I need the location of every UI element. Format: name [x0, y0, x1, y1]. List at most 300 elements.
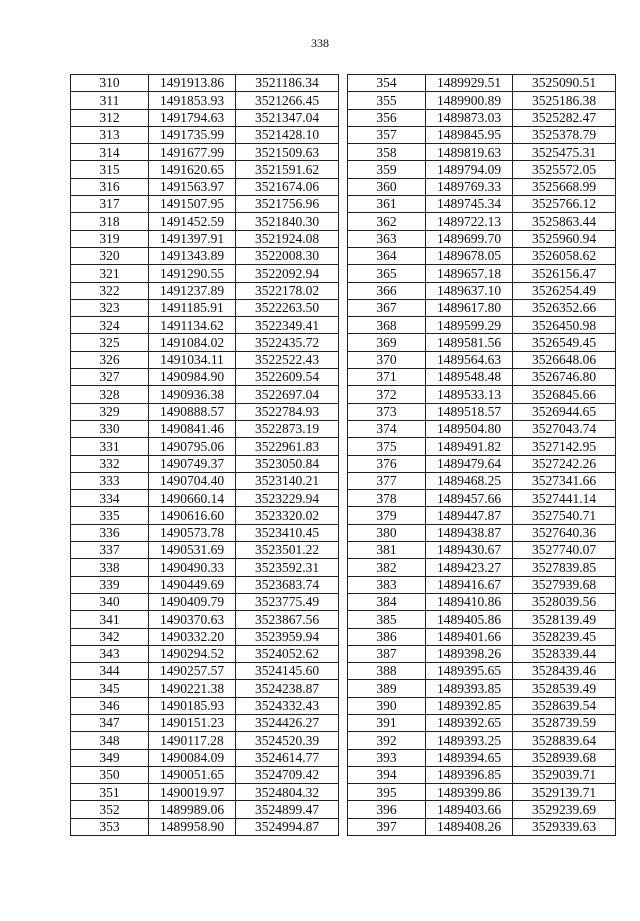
point-number-cell: 346 — [71, 697, 149, 714]
table-row — [71, 126, 339, 143]
point-number-cell: 352 — [71, 801, 149, 818]
table-row — [71, 559, 339, 576]
x-coordinate-cell: 1491397.91 — [149, 230, 236, 247]
point-number-cell: 358 — [348, 144, 426, 161]
y-coordinate-cell: 3527839.85 — [513, 559, 616, 576]
y-coordinate-cell: 3522092.94 — [236, 265, 339, 282]
table-row — [71, 196, 339, 213]
y-coordinate-cell: 3521591.62 — [236, 161, 339, 178]
y-coordinate-cell: 3528239.45 — [513, 628, 616, 645]
x-coordinate-cell: 1489637.10 — [426, 282, 513, 299]
x-coordinate-cell: 1490084.09 — [149, 749, 236, 766]
y-coordinate-cell: 3524332.43 — [236, 697, 339, 714]
x-coordinate-cell: 1489873.03 — [426, 109, 513, 126]
y-coordinate-cell: 3521428.10 — [236, 126, 339, 143]
x-coordinate-cell: 1489408.26 — [426, 818, 513, 835]
y-coordinate-cell: 3525863.44 — [513, 213, 616, 230]
point-number-cell: 333 — [71, 472, 149, 489]
table-row — [71, 697, 339, 714]
x-coordinate-cell: 1490117.28 — [149, 732, 236, 749]
point-number-cell: 357 — [348, 126, 426, 143]
y-coordinate-cell: 3524804.32 — [236, 784, 339, 801]
point-number-cell: 354 — [348, 75, 426, 92]
point-number-cell: 312 — [71, 109, 149, 126]
x-coordinate-cell: 1489564.63 — [426, 351, 513, 368]
table-row — [348, 403, 616, 420]
x-coordinate-cell: 1491620.65 — [149, 161, 236, 178]
x-coordinate-cell: 1489599.29 — [426, 317, 513, 334]
y-coordinate-cell: 3524709.42 — [236, 766, 339, 783]
point-number-cell: 316 — [71, 178, 149, 195]
point-number-cell: 324 — [71, 317, 149, 334]
table-row — [71, 524, 339, 541]
point-number-cell: 396 — [348, 801, 426, 818]
x-coordinate-cell: 1489403.66 — [426, 801, 513, 818]
y-coordinate-cell: 3527640.36 — [513, 524, 616, 541]
point-number-cell: 311 — [71, 92, 149, 109]
y-coordinate-cell: 3521756.96 — [236, 196, 339, 213]
y-coordinate-cell: 3528439.46 — [513, 663, 616, 680]
table-row — [348, 749, 616, 766]
point-number-cell: 318 — [71, 213, 149, 230]
y-coordinate-cell: 3521266.45 — [236, 92, 339, 109]
x-coordinate-cell: 1490573.78 — [149, 524, 236, 541]
y-coordinate-cell: 3522961.83 — [236, 438, 339, 455]
x-coordinate-cell: 1489548.48 — [426, 369, 513, 386]
x-coordinate-cell: 1489405.86 — [426, 611, 513, 628]
point-number-cell: 373 — [348, 403, 426, 420]
y-coordinate-cell: 3525090.51 — [513, 75, 616, 92]
y-coordinate-cell: 3522435.72 — [236, 334, 339, 351]
y-coordinate-cell: 3523140.21 — [236, 472, 339, 489]
y-coordinate-cell: 3527341.66 — [513, 472, 616, 489]
table-row — [71, 611, 339, 628]
y-coordinate-cell: 3527939.68 — [513, 576, 616, 593]
table-row — [348, 542, 616, 559]
table-row — [71, 680, 339, 697]
table-row — [71, 161, 339, 178]
x-coordinate-cell: 1491084.02 — [149, 334, 236, 351]
table-row — [348, 507, 616, 524]
y-coordinate-cell: 3528939.68 — [513, 749, 616, 766]
table-row — [348, 126, 616, 143]
y-coordinate-cell: 3522178.02 — [236, 282, 339, 299]
x-coordinate-cell: 1489900.89 — [426, 92, 513, 109]
table-row — [71, 282, 339, 299]
x-coordinate-cell: 1489769.33 — [426, 178, 513, 195]
x-coordinate-cell: 1489395.65 — [426, 663, 513, 680]
y-coordinate-cell: 3524145.60 — [236, 663, 339, 680]
x-coordinate-cell: 1490490.33 — [149, 559, 236, 576]
x-coordinate-cell: 1491134.62 — [149, 317, 236, 334]
x-coordinate-cell: 1490841.46 — [149, 420, 236, 437]
table-row — [71, 317, 339, 334]
x-coordinate-cell: 1489393.25 — [426, 732, 513, 749]
table-row — [71, 230, 339, 247]
x-coordinate-cell: 1489504.80 — [426, 420, 513, 437]
table-row — [71, 299, 339, 316]
y-coordinate-cell: 3526845.66 — [513, 386, 616, 403]
point-number-cell: 364 — [348, 247, 426, 264]
y-coordinate-cell: 3526944.65 — [513, 403, 616, 420]
x-coordinate-cell: 1489457.66 — [426, 490, 513, 507]
table-row — [348, 369, 616, 386]
y-coordinate-cell: 3523959.94 — [236, 628, 339, 645]
x-coordinate-cell: 1489479.64 — [426, 455, 513, 472]
x-coordinate-cell: 1489401.66 — [426, 628, 513, 645]
table-row — [348, 732, 616, 749]
x-coordinate-cell: 1489617.80 — [426, 299, 513, 316]
table-row — [348, 265, 616, 282]
x-coordinate-cell: 1491794.63 — [149, 109, 236, 126]
y-coordinate-cell: 3529339.63 — [513, 818, 616, 835]
y-coordinate-cell: 3524520.39 — [236, 732, 339, 749]
point-number-cell: 362 — [348, 213, 426, 230]
table-row — [348, 784, 616, 801]
x-coordinate-cell: 1489438.87 — [426, 524, 513, 541]
table-row — [348, 213, 616, 230]
table-row — [348, 680, 616, 697]
point-number-cell: 392 — [348, 732, 426, 749]
point-number-cell: 382 — [348, 559, 426, 576]
y-coordinate-cell: 3527043.74 — [513, 420, 616, 437]
table-body — [348, 75, 616, 836]
y-coordinate-cell: 3524238.87 — [236, 680, 339, 697]
x-coordinate-cell: 1489581.56 — [426, 334, 513, 351]
y-coordinate-cell: 3521347.04 — [236, 109, 339, 126]
point-number-cell: 321 — [71, 265, 149, 282]
y-coordinate-cell: 3527740.07 — [513, 542, 616, 559]
coordinate-table-right — [347, 74, 616, 836]
x-coordinate-cell: 1489657.18 — [426, 265, 513, 282]
table-body — [71, 75, 339, 836]
point-number-cell: 328 — [71, 386, 149, 403]
x-coordinate-cell: 1489518.57 — [426, 403, 513, 420]
table-row — [348, 109, 616, 126]
x-coordinate-cell: 1490449.69 — [149, 576, 236, 593]
table-row — [71, 663, 339, 680]
y-coordinate-cell: 3527142.95 — [513, 438, 616, 455]
y-coordinate-cell: 3528639.54 — [513, 697, 616, 714]
y-coordinate-cell: 3528739.59 — [513, 714, 616, 731]
table-row — [71, 334, 339, 351]
point-number-cell: 376 — [348, 455, 426, 472]
table-row — [348, 178, 616, 195]
table-row — [71, 732, 339, 749]
x-coordinate-cell: 1489430.67 — [426, 542, 513, 559]
x-coordinate-cell: 1490019.97 — [149, 784, 236, 801]
x-coordinate-cell: 1491237.89 — [149, 282, 236, 299]
point-number-cell: 338 — [71, 559, 149, 576]
point-number-cell: 332 — [71, 455, 149, 472]
point-number-cell: 395 — [348, 784, 426, 801]
coordinate-table-left — [70, 74, 339, 836]
y-coordinate-cell: 3522263.50 — [236, 299, 339, 316]
point-number-cell: 374 — [348, 420, 426, 437]
y-coordinate-cell: 3521674.06 — [236, 178, 339, 195]
point-number-cell: 371 — [348, 369, 426, 386]
table-row — [71, 247, 339, 264]
y-coordinate-cell: 3526648.06 — [513, 351, 616, 368]
table-row — [71, 92, 339, 109]
point-number-cell: 322 — [71, 282, 149, 299]
table-row — [348, 818, 616, 835]
x-coordinate-cell: 1491452.59 — [149, 213, 236, 230]
point-number-cell: 320 — [71, 247, 149, 264]
x-coordinate-cell: 1489678.05 — [426, 247, 513, 264]
table-row — [71, 403, 339, 420]
point-number-cell: 349 — [71, 749, 149, 766]
x-coordinate-cell: 1491507.95 — [149, 196, 236, 213]
y-coordinate-cell: 3525766.12 — [513, 196, 616, 213]
y-coordinate-cell: 3528139.49 — [513, 611, 616, 628]
y-coordinate-cell: 3529239.69 — [513, 801, 616, 818]
table-row — [348, 576, 616, 593]
table-row — [71, 766, 339, 783]
x-coordinate-cell: 1489423.27 — [426, 559, 513, 576]
table-row — [71, 144, 339, 161]
table-row — [348, 766, 616, 783]
table-row — [71, 351, 339, 368]
point-number-cell: 390 — [348, 697, 426, 714]
x-coordinate-cell: 1490221.38 — [149, 680, 236, 697]
table-row — [348, 317, 616, 334]
y-coordinate-cell: 3522784.93 — [236, 403, 339, 420]
point-number-cell: 381 — [348, 542, 426, 559]
point-number-cell: 367 — [348, 299, 426, 316]
x-coordinate-cell: 1490257.57 — [149, 663, 236, 680]
point-number-cell: 329 — [71, 403, 149, 420]
point-number-cell: 351 — [71, 784, 149, 801]
point-number-cell: 366 — [348, 282, 426, 299]
point-number-cell: 345 — [71, 680, 149, 697]
y-coordinate-cell: 3522349.41 — [236, 317, 339, 334]
y-coordinate-cell: 3521924.08 — [236, 230, 339, 247]
y-coordinate-cell: 3523683.74 — [236, 576, 339, 593]
y-coordinate-cell: 3527441.14 — [513, 490, 616, 507]
table-row — [71, 369, 339, 386]
y-coordinate-cell: 3528339.44 — [513, 645, 616, 662]
point-number-cell: 331 — [71, 438, 149, 455]
table-row — [71, 420, 339, 437]
x-coordinate-cell: 1489722.13 — [426, 213, 513, 230]
table-row — [348, 593, 616, 610]
table-row — [348, 161, 616, 178]
y-coordinate-cell: 3526156.47 — [513, 265, 616, 282]
table-row — [348, 714, 616, 731]
point-number-cell: 348 — [71, 732, 149, 749]
table-row — [348, 611, 616, 628]
table-row — [348, 472, 616, 489]
y-coordinate-cell: 3526254.49 — [513, 282, 616, 299]
x-coordinate-cell: 1490151.23 — [149, 714, 236, 731]
point-number-cell: 397 — [348, 818, 426, 835]
x-coordinate-cell: 1489468.25 — [426, 472, 513, 489]
y-coordinate-cell: 3529139.71 — [513, 784, 616, 801]
point-number-cell: 336 — [71, 524, 149, 541]
y-coordinate-cell: 3525960.94 — [513, 230, 616, 247]
point-number-cell: 394 — [348, 766, 426, 783]
table-row — [348, 75, 616, 92]
x-coordinate-cell: 1489392.65 — [426, 714, 513, 731]
y-coordinate-cell: 3526450.98 — [513, 317, 616, 334]
y-coordinate-cell: 3522008.30 — [236, 247, 339, 264]
y-coordinate-cell: 3526549.45 — [513, 334, 616, 351]
table-row — [71, 178, 339, 195]
table-row — [348, 420, 616, 437]
x-coordinate-cell: 1491563.97 — [149, 178, 236, 195]
x-coordinate-cell: 1490616.60 — [149, 507, 236, 524]
point-number-cell: 365 — [348, 265, 426, 282]
point-number-cell: 342 — [71, 628, 149, 645]
table-row — [71, 386, 339, 403]
x-coordinate-cell: 1491853.93 — [149, 92, 236, 109]
y-coordinate-cell: 3524994.87 — [236, 818, 339, 835]
y-coordinate-cell: 3523775.49 — [236, 593, 339, 610]
table-row — [71, 749, 339, 766]
table-row — [348, 628, 616, 645]
x-coordinate-cell: 1489533.13 — [426, 386, 513, 403]
y-coordinate-cell: 3527540.71 — [513, 507, 616, 524]
point-number-cell: 325 — [71, 334, 149, 351]
table-row — [348, 386, 616, 403]
y-coordinate-cell: 3528039.56 — [513, 593, 616, 610]
point-number-cell: 353 — [71, 818, 149, 835]
x-coordinate-cell: 1489394.65 — [426, 749, 513, 766]
x-coordinate-cell: 1491913.86 — [149, 75, 236, 92]
table-row — [71, 645, 339, 662]
table-row — [71, 455, 339, 472]
point-number-cell: 378 — [348, 490, 426, 507]
point-number-cell: 323 — [71, 299, 149, 316]
y-coordinate-cell: 3526746.80 — [513, 369, 616, 386]
table-row — [348, 524, 616, 541]
point-number-cell: 337 — [71, 542, 149, 559]
table-row — [348, 455, 616, 472]
y-coordinate-cell: 3523229.94 — [236, 490, 339, 507]
x-coordinate-cell: 1489491.82 — [426, 438, 513, 455]
x-coordinate-cell: 1491185.91 — [149, 299, 236, 316]
x-coordinate-cell: 1489398.26 — [426, 645, 513, 662]
x-coordinate-cell: 1490660.14 — [149, 490, 236, 507]
x-coordinate-cell: 1489819.63 — [426, 144, 513, 161]
table-row — [348, 645, 616, 662]
point-number-cell: 330 — [71, 420, 149, 437]
table-row — [71, 576, 339, 593]
y-coordinate-cell: 3521840.30 — [236, 213, 339, 230]
table-row — [71, 213, 339, 230]
x-coordinate-cell: 1489929.51 — [426, 75, 513, 92]
table-row — [348, 299, 616, 316]
point-number-cell: 385 — [348, 611, 426, 628]
x-coordinate-cell: 1489399.86 — [426, 784, 513, 801]
point-number-cell: 315 — [71, 161, 149, 178]
table-row — [348, 801, 616, 818]
y-coordinate-cell: 3523592.31 — [236, 559, 339, 576]
point-number-cell: 372 — [348, 386, 426, 403]
point-number-cell: 340 — [71, 593, 149, 610]
y-coordinate-cell: 3525572.05 — [513, 161, 616, 178]
point-number-cell: 369 — [348, 334, 426, 351]
table-row — [71, 265, 339, 282]
point-number-cell: 368 — [348, 317, 426, 334]
y-coordinate-cell: 3524052.62 — [236, 645, 339, 662]
y-coordinate-cell: 3525282.47 — [513, 109, 616, 126]
x-coordinate-cell: 1490888.57 — [149, 403, 236, 420]
y-coordinate-cell: 3526058.62 — [513, 247, 616, 264]
table-row — [348, 144, 616, 161]
y-coordinate-cell: 3524426.27 — [236, 714, 339, 731]
x-coordinate-cell: 1489396.85 — [426, 766, 513, 783]
x-coordinate-cell: 1491735.99 — [149, 126, 236, 143]
y-coordinate-cell: 3524899.47 — [236, 801, 339, 818]
point-number-cell: 335 — [71, 507, 149, 524]
table-row — [348, 697, 616, 714]
x-coordinate-cell: 1489845.95 — [426, 126, 513, 143]
y-coordinate-cell: 3522609.54 — [236, 369, 339, 386]
x-coordinate-cell: 1489989.06 — [149, 801, 236, 818]
x-coordinate-cell: 1490936.38 — [149, 386, 236, 403]
point-number-cell: 341 — [71, 611, 149, 628]
x-coordinate-cell: 1489745.34 — [426, 196, 513, 213]
table-row — [71, 472, 339, 489]
point-number-cell: 387 — [348, 645, 426, 662]
point-number-cell: 350 — [71, 766, 149, 783]
x-coordinate-cell: 1489393.85 — [426, 680, 513, 697]
point-number-cell: 355 — [348, 92, 426, 109]
x-coordinate-cell: 1489794.09 — [426, 161, 513, 178]
y-coordinate-cell: 3523050.84 — [236, 455, 339, 472]
x-coordinate-cell: 1490531.69 — [149, 542, 236, 559]
x-coordinate-cell: 1490984.90 — [149, 369, 236, 386]
point-number-cell: 379 — [348, 507, 426, 524]
table-row — [348, 196, 616, 213]
y-coordinate-cell: 3522522.43 — [236, 351, 339, 368]
point-number-cell: 313 — [71, 126, 149, 143]
y-coordinate-cell: 3523501.22 — [236, 542, 339, 559]
point-number-cell: 383 — [348, 576, 426, 593]
point-number-cell: 363 — [348, 230, 426, 247]
table-row — [71, 542, 339, 559]
y-coordinate-cell: 3521509.63 — [236, 144, 339, 161]
point-number-cell: 334 — [71, 490, 149, 507]
y-coordinate-cell: 3529039.71 — [513, 766, 616, 783]
table-row — [71, 593, 339, 610]
y-coordinate-cell: 3522873.19 — [236, 420, 339, 437]
point-number-cell: 388 — [348, 663, 426, 680]
table-row — [71, 714, 339, 731]
point-number-cell: 326 — [71, 351, 149, 368]
x-coordinate-cell: 1490332.20 — [149, 628, 236, 645]
y-coordinate-cell: 3525378.79 — [513, 126, 616, 143]
point-number-cell: 327 — [71, 369, 149, 386]
x-coordinate-cell: 1490409.79 — [149, 593, 236, 610]
x-coordinate-cell: 1490294.52 — [149, 645, 236, 662]
table-row — [348, 490, 616, 507]
table-row — [348, 351, 616, 368]
point-number-cell: 343 — [71, 645, 149, 662]
point-number-cell: 370 — [348, 351, 426, 368]
table-row — [71, 801, 339, 818]
y-coordinate-cell: 3523410.45 — [236, 524, 339, 541]
point-number-cell: 393 — [348, 749, 426, 766]
point-number-cell: 384 — [348, 593, 426, 610]
point-number-cell: 377 — [348, 472, 426, 489]
point-number-cell: 310 — [71, 75, 149, 92]
point-number-cell: 344 — [71, 663, 149, 680]
x-coordinate-cell: 1491034.11 — [149, 351, 236, 368]
point-number-cell: 391 — [348, 714, 426, 731]
